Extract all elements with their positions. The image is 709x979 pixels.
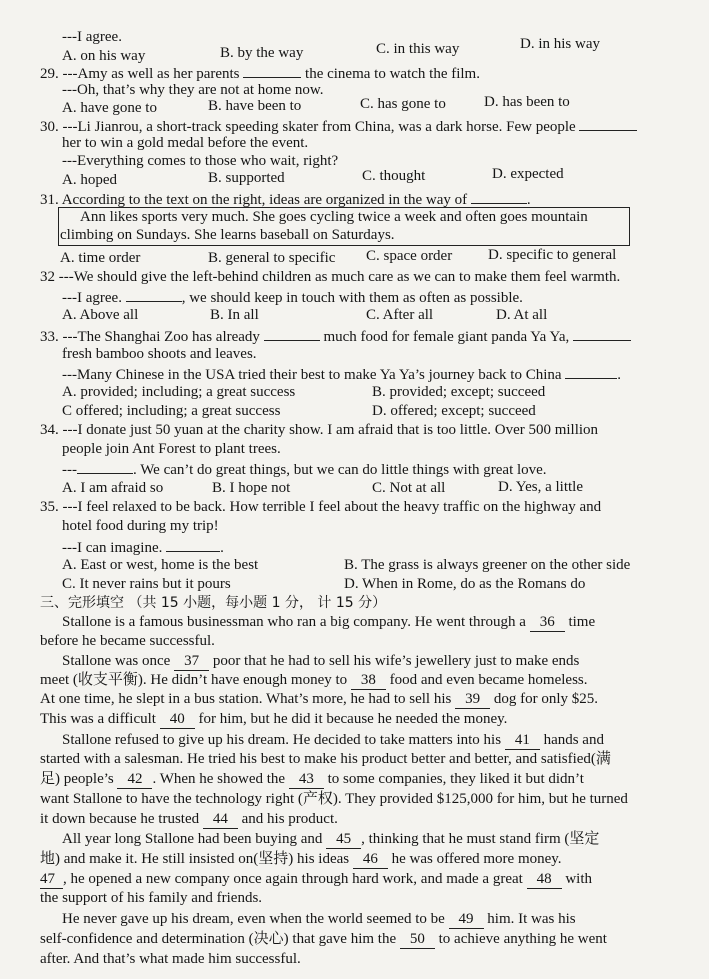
- q30-blank[interactable]: [579, 116, 637, 131]
- q32-option-d[interactable]: D. At all: [496, 307, 548, 323]
- q35-reply: ---I can imagine. .: [62, 537, 224, 557]
- q31-option-b[interactable]: B. general to specific: [208, 250, 336, 266]
- blank-45[interactable]: 45: [326, 830, 361, 849]
- q28-option-b[interactable]: B. by the way: [220, 45, 304, 61]
- q32-option-b[interactable]: B. In all: [210, 307, 259, 323]
- passage-line-5: At one time, he slept in a bus station. What’s more, he had to sell his 39 dog for only $25.: [40, 691, 598, 707]
- passage-line-6: This was a difficult 40 for him, but he did it because he needed the money.: [40, 711, 508, 727]
- q34-stem: 34. ---I donate just 50 yuan at the charity show. I am afraid that is too little. Over 500 million: [40, 422, 599, 438]
- q34-number: 34.: [40, 422, 59, 438]
- blank-44[interactable]: 44: [203, 810, 238, 829]
- q31-box-line-1: Ann likes sports very much. She goes cycling twice a week and often goes mountain: [80, 209, 588, 225]
- passage-line-7: Stallone refused to give up his dream. He decided to take matters into his 41 hands and: [62, 732, 604, 748]
- passage-line-14: 47 , he opened a new company once again through hard work, and made a great 48 with: [40, 871, 592, 887]
- q29-option-b[interactable]: B. have been to: [208, 98, 302, 114]
- blank-49[interactable]: 49: [449, 910, 484, 929]
- q30-option-b[interactable]: B. supported: [208, 170, 285, 186]
- q33-stem-cont: fresh bamboo shoots and leaves.: [62, 346, 257, 362]
- q31-blank[interactable]: [471, 189, 527, 204]
- q28-option-c[interactable]: C. in this way: [376, 41, 460, 57]
- q30-reply: ---Everything comes to those who wait, right?: [62, 153, 339, 169]
- q31-option-d[interactable]: D. specific to general: [488, 247, 617, 263]
- passage-line-8: started with a salesman. He tried his best to make his product better and better, and satisfied(满: [40, 751, 611, 767]
- q33-stem: 33. ---The Shanghai Zoo has already much food for female giant panda Ya Ya,: [40, 326, 631, 346]
- blank-43[interactable]: 43: [289, 770, 324, 789]
- q30-option-d[interactable]: D. expected: [492, 166, 564, 182]
- passage-line-17: self-confidence and determination (决心) that gave him the 50 to achieve anything he went: [40, 931, 607, 947]
- blank-42[interactable]: 42: [117, 770, 152, 789]
- q34-option-c[interactable]: C. Not at all: [372, 480, 446, 496]
- blank-39[interactable]: 39: [455, 690, 490, 709]
- q34-option-a[interactable]: A. I am afraid so: [62, 480, 164, 496]
- q35-number: 35.: [40, 499, 59, 515]
- q33-number: 33.: [40, 329, 59, 345]
- q31-option-a[interactable]: A. time order: [60, 250, 141, 266]
- q32-stem: 32 ---We should give the left-behind children as much care as we can to make them feel warmth.: [40, 269, 621, 285]
- blank-47[interactable]: 47: [40, 870, 63, 889]
- q32-blank[interactable]: [126, 287, 182, 302]
- q33-reply: ---Many Chinese in the USA tried their best to make Ya Ya’s journey back to China .: [62, 364, 621, 384]
- q31-option-c[interactable]: C. space order: [366, 248, 453, 264]
- blank-38[interactable]: 38: [351, 671, 386, 690]
- passage-line-1: Stallone is a famous businessman who ran a big company. He went through a 36 time: [62, 614, 596, 630]
- q29-blank[interactable]: [243, 63, 301, 78]
- q33-option-b[interactable]: B. provided; except; succeed: [372, 384, 546, 400]
- q30-option-c[interactable]: C. thought: [362, 168, 426, 184]
- q35-option-b[interactable]: B. The grass is always greener on the other side: [344, 557, 631, 573]
- q29-stem: 29. ---Amy as well as her parents the cinema to watch the film.: [40, 63, 480, 83]
- q35-option-d[interactable]: D. When in Rome, do as the Romans do: [344, 576, 586, 592]
- passage-line-10: want Stallone to have the technology right (产权). They provided $125,000 for him, but he turned: [40, 791, 628, 807]
- q35-stem: 35. ---I feel relaxed to be back. How terrible I feel about the heavy traffic on the highway and: [40, 499, 602, 515]
- q30-option-a[interactable]: A. hoped: [62, 172, 117, 188]
- q35-option-c[interactable]: C. It never rains but it pours: [62, 576, 231, 592]
- q28-option-a[interactable]: A. on his way: [62, 48, 146, 64]
- q30-stem-cont: her to win a gold medal before the event.: [62, 135, 309, 151]
- q33-blank-1[interactable]: [264, 326, 320, 341]
- q33-blank-2[interactable]: [573, 326, 631, 341]
- q34-option-b[interactable]: B. I hope not: [212, 480, 291, 496]
- blank-41[interactable]: 41: [505, 731, 540, 750]
- q34-blank[interactable]: [77, 459, 133, 474]
- q32-reply: ---I agree. , we should keep in touch with them as often as possible.: [62, 287, 523, 307]
- q30-stem: 30. ---Li Jianrou, a short-track speeding skater from China, was a dark horse. Few people: [40, 116, 637, 136]
- passage-line-9: 足) people’s 42 . When he showed the 43 to some companies, they liked it but didn’t: [40, 771, 584, 787]
- q34-option-d[interactable]: D. Yes, a little: [498, 479, 584, 495]
- section-heading: 三、完形填空 （共 15 小题，每小题 1 分， 计 15 分）: [40, 595, 387, 611]
- q31-box-line-2: climbing on Sundays. She learns baseball on Saturdays.: [60, 227, 395, 243]
- q34-stem-cont: people join Ant Forest to plant trees.: [62, 441, 281, 457]
- passage-line-3: Stallone was once 37 poor that he had to sell his wife’s jewellery just to make ends: [62, 653, 580, 669]
- passage-line-4: meet (收支平衡). He didn’t have enough money to 38 food and even became homeless.: [40, 672, 588, 688]
- q31-stem: 31. According to the text on the right, ideas are organized in the way of .: [40, 189, 531, 209]
- passage-line-16: He never gave up his dream, even when the world seemed to be 49 him. It was his: [62, 911, 576, 927]
- passage-line-11: it down because he trusted 44 and his product.: [40, 811, 338, 827]
- passage-line-13: 地) and make it. He still insisted on(坚持) his ideas 46 he was offered more money.: [40, 851, 562, 867]
- passage-line-18: after. And that’s what made him successful.: [40, 951, 301, 967]
- q33-option-d[interactable]: D. offered; except; succeed: [372, 403, 536, 419]
- q29-option-a[interactable]: A. have gone to: [62, 100, 157, 116]
- q35-blank[interactable]: [166, 537, 220, 552]
- q33-option-a[interactable]: A. provided; including; a great success: [62, 384, 296, 400]
- q29-option-d[interactable]: D. has been to: [484, 94, 570, 110]
- blank-46[interactable]: 46: [353, 850, 388, 869]
- q34-reply: --- . We can’t do great things, but we can do little things with great love.: [62, 459, 547, 479]
- q29-number: 29.: [40, 66, 59, 82]
- q29-reply: ---Oh, that’s why they are not at home now.: [62, 82, 324, 98]
- passage-line-15: the support of his family and friends.: [40, 890, 263, 906]
- q33-blank-3[interactable]: [565, 364, 617, 379]
- blank-40[interactable]: 40: [160, 710, 195, 729]
- passage-line-2: before he became successful.: [40, 633, 215, 649]
- passage-line-12: All year long Stallone had been buying and 45 , thinking that he must stand firm (坚定: [62, 831, 600, 847]
- q30-number: 30.: [40, 119, 59, 135]
- q32-option-c[interactable]: C. After all: [366, 307, 434, 323]
- blank-50[interactable]: 50: [400, 930, 435, 949]
- q31-number: 31.: [40, 192, 59, 208]
- q32-number: 32: [40, 269, 55, 285]
- q29-option-c[interactable]: C. has gone to: [360, 96, 446, 112]
- q33-option-c[interactable]: C offered; including; a great success: [62, 403, 281, 419]
- q28-option-d[interactable]: D. in his way: [520, 36, 600, 52]
- blank-48[interactable]: 48: [527, 870, 562, 889]
- blank-36[interactable]: 36: [530, 613, 565, 632]
- q32-option-a[interactable]: A. Above all: [62, 307, 139, 323]
- blank-37[interactable]: 37: [174, 652, 209, 671]
- q28-reply: ---I agree.: [62, 29, 122, 45]
- q35-stem-cont: hotel food during my trip!: [62, 518, 219, 534]
- q35-option-a[interactable]: A. East or west, home is the best: [62, 557, 259, 573]
